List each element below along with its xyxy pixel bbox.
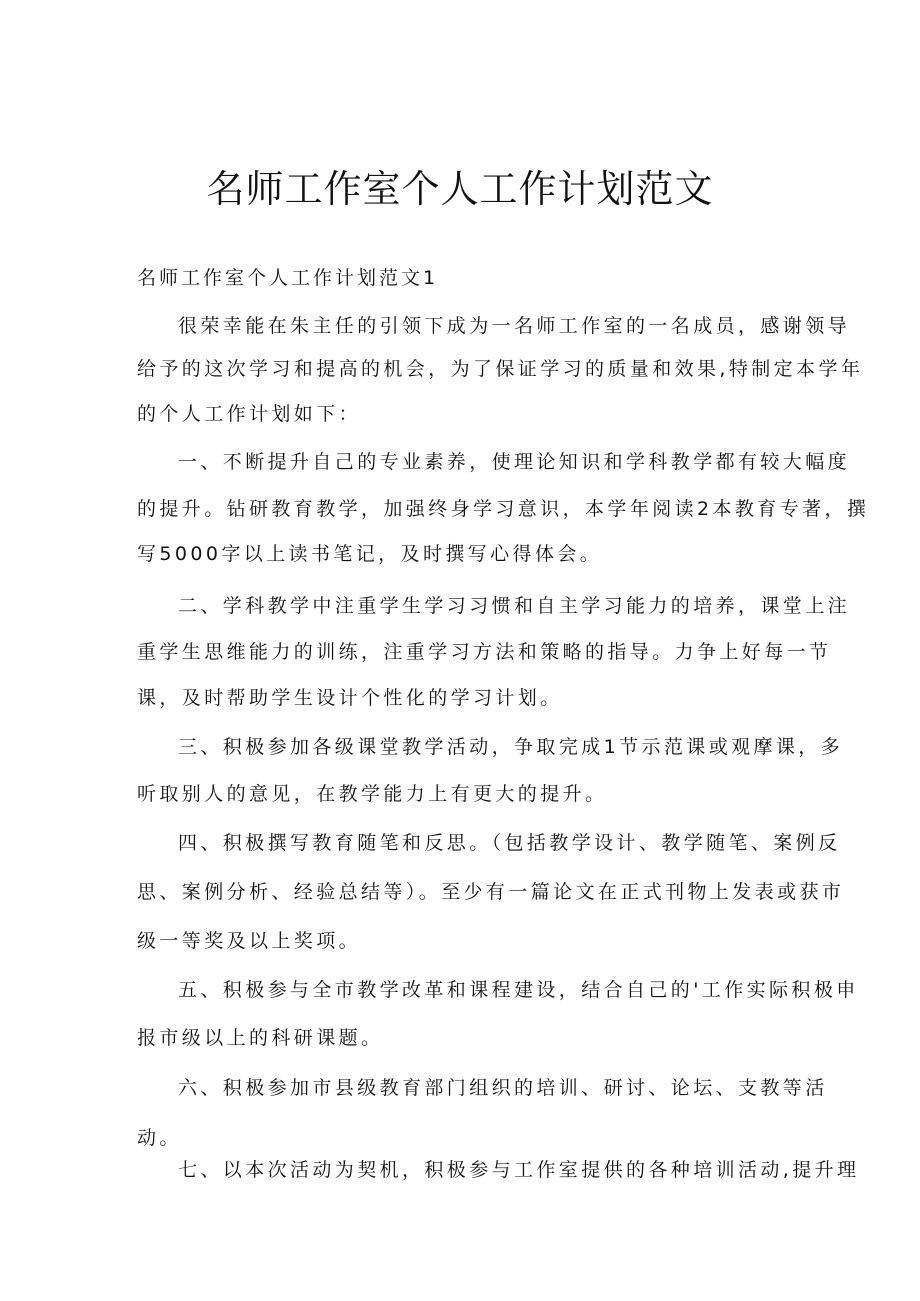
paragraph-line: 七、以本次活动为契机，积极参与工作室提供的各种培训活动,提升理 [178, 1159, 860, 1181]
paragraph-line: 思、案例分析、经验总结等）。至少有一篇论文在正式刊物上发表或获市 [137, 881, 845, 903]
paragraph-line: 课，及时帮助学生设计个性化的学习计划。 [137, 687, 563, 709]
paragraph-line: 写5000字以上读书笔记，及时撰写心得体会。 [137, 543, 603, 565]
document-subtitle: 名师工作室个人工作计划范文1 [137, 267, 439, 289]
paragraph-line: 给予的这次学习和提高的机会，为了保证学习的质量和效果,特制定本学年 [137, 358, 864, 380]
paragraph-line: 很荣幸能在朱主任的引领下成为一名师工作室的一名成员，感谢领导 [178, 315, 851, 337]
paragraph-line: 五、积极参与全市教学改革和课程建设，结合自己的'工作实际积极申 [178, 979, 859, 1001]
document-title: 名师工作室个人工作计划范文 [206, 167, 714, 211]
paragraph-line: 报市级以上的科研课题。 [137, 1027, 384, 1049]
paragraph-line: 听取别人的意见，在教学能力上有更大的提升。 [137, 783, 608, 805]
paragraph-line: 动。 [137, 1127, 182, 1149]
paragraph-line: 一、不断提升自己的专业素养，使理论知识和学科教学都有较大幅度 [178, 451, 851, 473]
paragraph-line: 的提升。钻研教育教学，加强终身学习意识，本学年阅读2本教育专著，撰 [137, 498, 870, 520]
paragraph-line: 二、学科教学中注重学生学习习惯和自主学习能力的培养，课堂上注 [178, 595, 851, 617]
paragraph-line: 四、积极撰写教育随笔和反思。（包括教学设计、教学随笔、案例反 [178, 832, 841, 854]
paragraph-line: 的个人工作计划如下： [137, 403, 362, 425]
paragraph-line: 重学生思维能力的训练，注重学习方法和策略的指导。力争上好每一节 [137, 641, 832, 663]
paragraph-line: 六、积极参加市县级教育部门组织的培训、研讨、论坛、支教等活 [178, 1077, 828, 1099]
paragraph-line: 级一等奖及以上奖项。 [137, 930, 362, 952]
paragraph-line: 三、积极参加各级课堂教学活动，争取完成1节示范课或观摩课，多 [178, 736, 844, 758]
